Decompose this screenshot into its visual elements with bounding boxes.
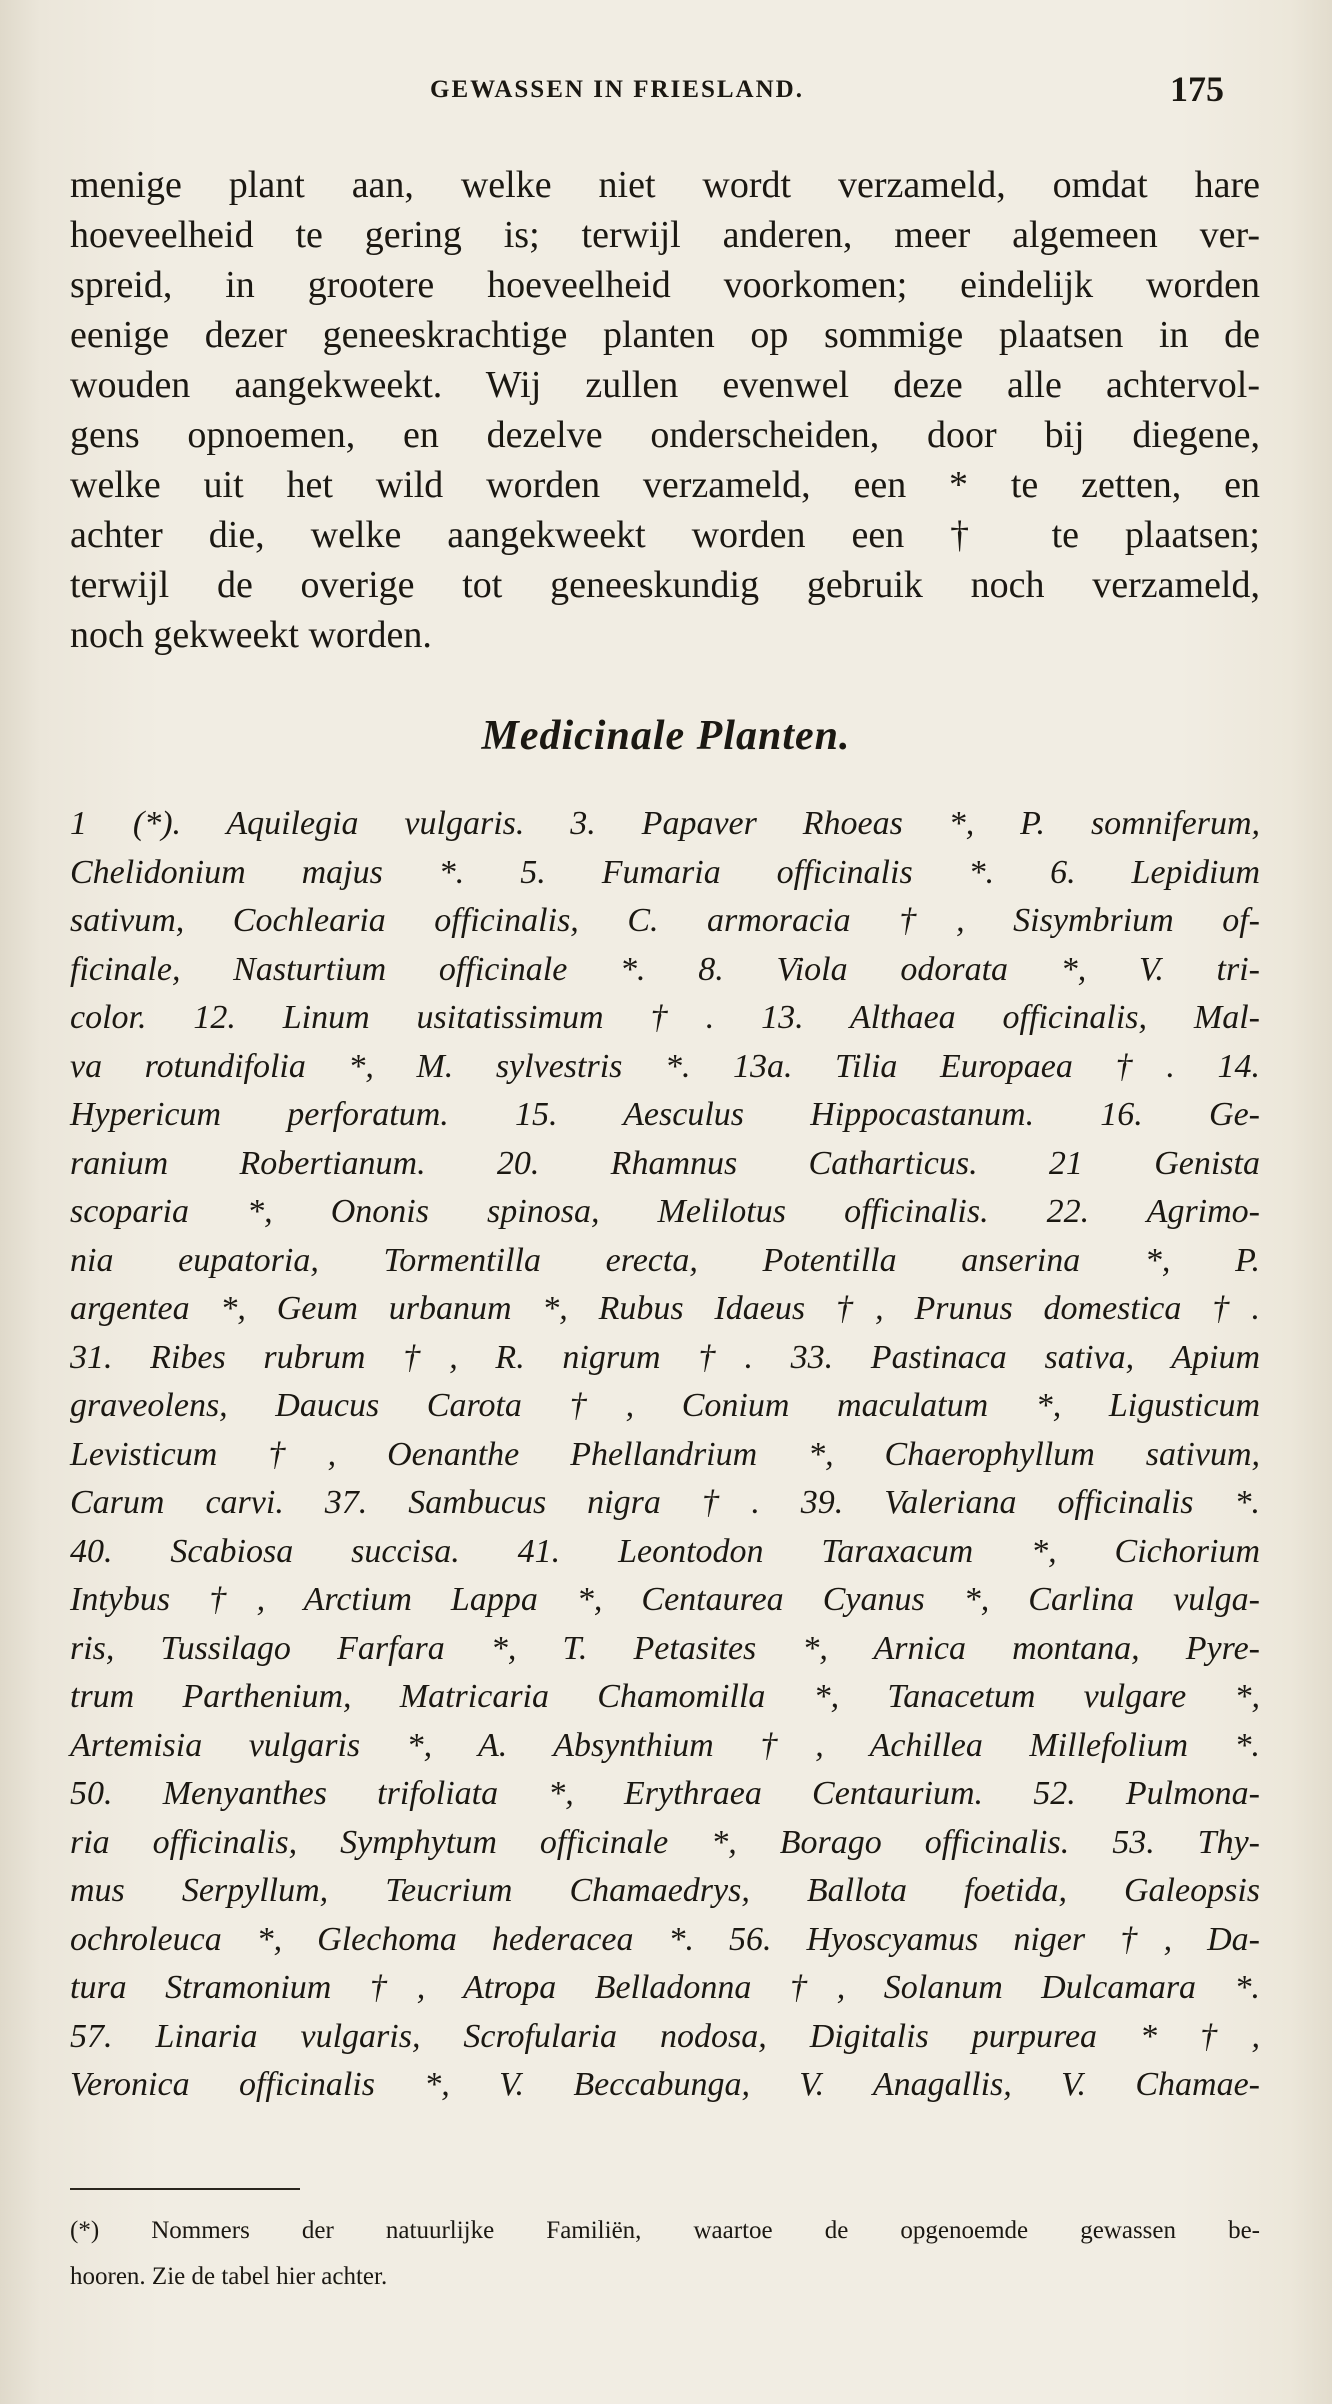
text-line: noch gekweekt worden. xyxy=(70,614,432,656)
list-line: Veronica officinalis *, V. Beccabunga, V. Anagallis, V. Chamae- xyxy=(70,2066,1260,2103)
footnote-line: (*) Nommers der natuurlijke Familiën, waartoe de opgenoemde gewassen be- xyxy=(70,2217,1260,2244)
list-line: va rotundifolia *, M. sylvestris *. 13a. Tilia Europaea †. 14. xyxy=(70,1047,1260,1085)
list-line: sativum, Cochlearia officinalis, C. armoracia †, Sisymbrium of- xyxy=(70,902,1260,939)
list-line: Carum carvi. 37. Sambucus nigra †. 39. Valeriana officinalis *. xyxy=(70,1484,1260,1521)
section-heading: Medicinale Planten. xyxy=(481,713,851,759)
list-line: color. 12. Linum usitatissimum †. 13. Althaea officinalis, Mal- xyxy=(70,999,1260,1036)
text-line: wouden aangekweekt. Wij zullen evenwel deze alle achtervol- xyxy=(70,364,1260,406)
list-line: 50. Menyanthes trifoliata *, Erythraea Centaurium. 52. Pulmona- xyxy=(70,1775,1260,1812)
text-line: hoeveelheid te gering is; terwijl anderen, meer algemeen ver- xyxy=(70,214,1260,256)
list-line: Levisticum †, Oenanthe Phellandrium *, Chaerophyllum sativum, xyxy=(70,1435,1260,1473)
text-line: menige plant aan, welke niet wordt verzameld, omdat hare xyxy=(70,164,1260,206)
text-line: welke uit het wild worden verzameld, een * te zetten, en xyxy=(70,464,1260,506)
list-line: argentea *, Geum urbanum *, Rubus Idaeus †, Prunus domestica †. xyxy=(70,1290,1260,1327)
plant-list xyxy=(70,800,1260,2110)
list-line: ria officinalis, Symphytum officinale *, Borago officinalis. 53. Thy- xyxy=(70,1823,1260,1861)
running-title: GEWASSEN IN FRIESLAND. xyxy=(430,76,804,103)
list-line: 1 (*). Aquilegia vulgaris. 3. Papaver Rhoeas *, P. somniferum, xyxy=(70,805,1260,842)
list-line: trum Parthenium, Matricaria Chamomilla *, Tanacetum vulgare *, xyxy=(70,1678,1260,1715)
list-line: Chelidonium majus *. 5. Fumaria officinalis *. 6. Lepidium xyxy=(70,853,1260,891)
footnote xyxy=(70,2208,1260,2300)
list-line: Artemisia vulgaris *, A. Absynthium †, Achillea Millefolium *. xyxy=(70,1726,1260,1764)
intro-paragraph xyxy=(70,160,1260,660)
list-line: ficinale, Nasturtium officinale *. 8. Viola odorata *, V. tri- xyxy=(70,950,1260,988)
list-line: mus Serpyllum, Teucrium Chamaedrys, Ballota foetida, Galeopsis xyxy=(70,1872,1260,1909)
footnote-line: hooren. Zie de tabel hier achter. xyxy=(70,2263,388,2290)
text-line: spreid, in grootere hoeveelheid voorkomen; eindelijk worden xyxy=(70,264,1260,306)
list-line: 40. Scabiosa succisa. 41. Leontodon Taraxacum *, Cichorium xyxy=(70,1532,1260,1570)
list-line: scoparia *, Ononis spinosa, Melilotus officinalis. 22. Agrimo- xyxy=(70,1193,1260,1230)
text-line: eenige dezer geneeskrachtige planten op sommige plaatsen in de xyxy=(70,314,1260,356)
page-number: 175 xyxy=(1170,69,1224,109)
text-line: terwijl de overige tot geneeskundig gebruik noch verzameld, xyxy=(70,564,1260,606)
list-line: ochroleuca *, Glechoma hederacea *. 56. Hyoscyamus niger †, Da- xyxy=(70,1920,1260,1958)
list-line: ris, Tussilago Farfara *, T. Petasites *, Arnica montana, Pyre- xyxy=(70,1629,1260,1667)
list-line: graveolens, Daucus Carota †, Conium maculatum *, Ligusticum xyxy=(70,1387,1260,1424)
footnote-rule xyxy=(70,2188,300,2190)
list-line: Hypericum perforatum. 15. Aesculus Hippocastanum. 16. Ge- xyxy=(70,1096,1260,1133)
list-line: ranium Robertianum. 20. Rhamnus Catharticus. 21 Genista xyxy=(70,1144,1260,1182)
text-line: gens opnoemen, en dezelve onderscheiden, door bij diegene, xyxy=(70,414,1260,456)
list-line: 57. Linaria vulgaris, Scrofularia nodosa, Digitalis purpurea * †, xyxy=(70,2017,1260,2055)
list-line: tura Stramonium †, Atropa Belladonna †, Solanum Dulcamara *. xyxy=(70,1969,1260,2006)
list-line: 31. Ribes rubrum †, R. nigrum †. 33. Pastinaca sativa, Apium xyxy=(70,1338,1260,1376)
list-line: nia eupatoria, Tormentilla erecta, Potentilla anserina *, P. xyxy=(70,1241,1260,1279)
text-line: achter die, welke aangekweekt worden een † te plaatsen; xyxy=(70,514,1260,556)
list-line: Intybus †, Arctium Lappa *, Centaurea Cyanus *, Carlina vulga- xyxy=(70,1581,1260,1618)
